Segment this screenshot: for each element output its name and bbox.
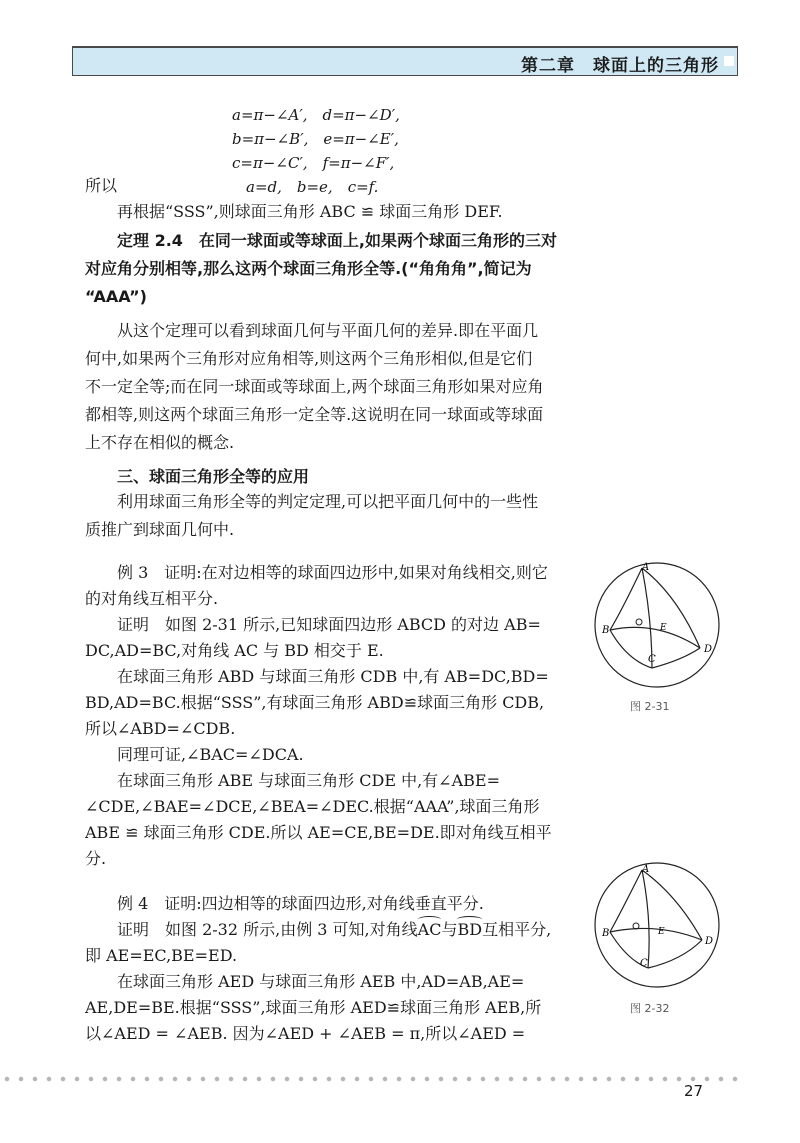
example4-line: 例 4 证明:四边相等的球面四边形,对角线垂直平分. xyxy=(117,894,484,913)
header-square-icon xyxy=(724,56,734,66)
example3-line: ABE ≌ 球面三角形 CDE.所以 AE=CE,BE=DE.即对角线互相平 xyxy=(85,823,552,842)
section-heading: 三、球面三角形全等的应用 xyxy=(117,467,310,486)
paragraph-line: 从这个定理可以看到球面几何与平面几何的差异.即在平面几 xyxy=(117,321,539,340)
arc-bd: BD xyxy=(457,920,483,939)
fig31-label-a: A xyxy=(642,562,650,573)
fig31-label-d: D xyxy=(704,644,713,655)
fig31-label-e: E xyxy=(660,623,667,633)
fig31-label-b: B xyxy=(602,625,610,636)
chapter-header-bar xyxy=(72,46,738,76)
formula-line: a=π−∠A′, d=π−∠D′, xyxy=(232,106,400,124)
example3-line: ∠CDE,∠BAE=∠DCE,∠BEA=∠DEC.根据“AAA”,球面三角形 xyxy=(85,797,540,816)
paragraph-line: 不一定全等;而在同一球面或等球面上,两个球面三角形如果对应角 xyxy=(85,377,544,396)
formula-line: b=π−∠B′, e=π−∠E′, xyxy=(232,130,399,148)
example4-line: 在球面三角形 AED 与球面三角形 AEB 中,AD=AB,AE= xyxy=(117,972,525,991)
example3-line: 的对角线互相平分. xyxy=(85,589,219,608)
section-paragraph-line: 利用球面三角形全等的判定定理,可以把平面几何中的一些性 xyxy=(117,492,539,511)
suoyi-formula: a=d, b=e, c=f. xyxy=(246,178,379,196)
example3-line: 分. xyxy=(85,849,107,868)
example3-line: 例 3 证明:在对边相等的球面四边形中,如果对角线相交,则它 xyxy=(117,563,548,582)
fig32-label-c: C xyxy=(640,958,648,969)
figure-caption: 图 2-31 xyxy=(630,700,670,713)
example4-line: 以∠AED = ∠AEB. 因为∠AED + ∠AEB = π,所以∠AED = xyxy=(85,1024,526,1043)
example4-text: 证明 如图 2-32 所示,由例 3 可知,对角线 xyxy=(117,920,418,939)
footer-dotted-rule xyxy=(0,1076,740,1082)
paragraph-line: 何中,如果两个三角形对应角相等,则这两个三角形相似,但是它们 xyxy=(85,349,533,368)
sss-conclusion: 再根据“SSS”,则球面三角形 ABC ≌ 球面三角形 DEF. xyxy=(117,202,503,221)
theorem-line: 对应角分别相等,那么这两个球面三角形全等.(“角角角”,简记为 xyxy=(85,259,532,278)
figure-2-32 xyxy=(592,860,722,990)
example3-line: 同理可证,∠BAC=∠DCA. xyxy=(117,745,304,764)
chapter-title: 第二章 球面上的三角形 xyxy=(521,56,719,76)
fig32-label-a: A xyxy=(642,864,650,875)
fig32-label-b: B xyxy=(602,928,610,939)
paragraph-line: 都相等,则这两个球面三角形一定全等.这说明在同一球面或等球面 xyxy=(85,405,544,424)
theorem-line: 定理 2.4 在同一球面或等球面上,如果两个球面三角形的三对 xyxy=(117,231,557,250)
suoyi-label: 所以 xyxy=(85,176,118,195)
example3-line: DC,AD=BC,对角线 AC 与 BD 相交于 E. xyxy=(85,641,384,660)
figure-caption: 图 2-32 xyxy=(630,1002,670,1015)
arc-ac: AC xyxy=(417,920,442,939)
fig32-label-e: E xyxy=(658,927,665,937)
example4-line: AE,DE=BE.根据“SSS”,球面三角形 AED≌球面三角形 AEB,所 xyxy=(85,998,542,1017)
page-number: 27 xyxy=(684,1082,704,1100)
example3-line: 所以∠ABD=∠CDB. xyxy=(85,719,236,738)
fig32-label-d: D xyxy=(705,936,714,947)
section-paragraph-line: 质推广到球面几何中. xyxy=(85,520,235,539)
example3-line: 在球面三角形 ABE 与球面三角形 CDE 中,有∠ABE= xyxy=(117,771,500,790)
fig31-label-c: C xyxy=(648,654,656,665)
example4-text: 互相平分, xyxy=(482,920,552,939)
figure-2-31 xyxy=(592,560,722,690)
example3-line: BD,AD=BC.根据“SSS”,有球面三角形 ABD≌球面三角形 CDB, xyxy=(85,693,545,712)
example3-line: 证明 如图 2-31 所示,已知球面四边形 ABCD 的对边 AB= xyxy=(117,615,541,634)
example4-line xyxy=(117,920,551,940)
formula-line: c=π−∠C′, f=π−∠F′, xyxy=(232,154,395,172)
paragraph-line: 上不存在相似的概念. xyxy=(85,433,235,452)
sphere-center-mark xyxy=(636,619,642,625)
example4-text: 与 xyxy=(441,920,458,939)
example3-line: 在球面三角形 ABD 与球面三角形 CDB 中,有 AB=DC,BD= xyxy=(117,667,549,686)
example4-line: 即 AE=EC,BE=ED. xyxy=(85,946,238,965)
theorem-line: “AAA”) xyxy=(85,287,147,306)
